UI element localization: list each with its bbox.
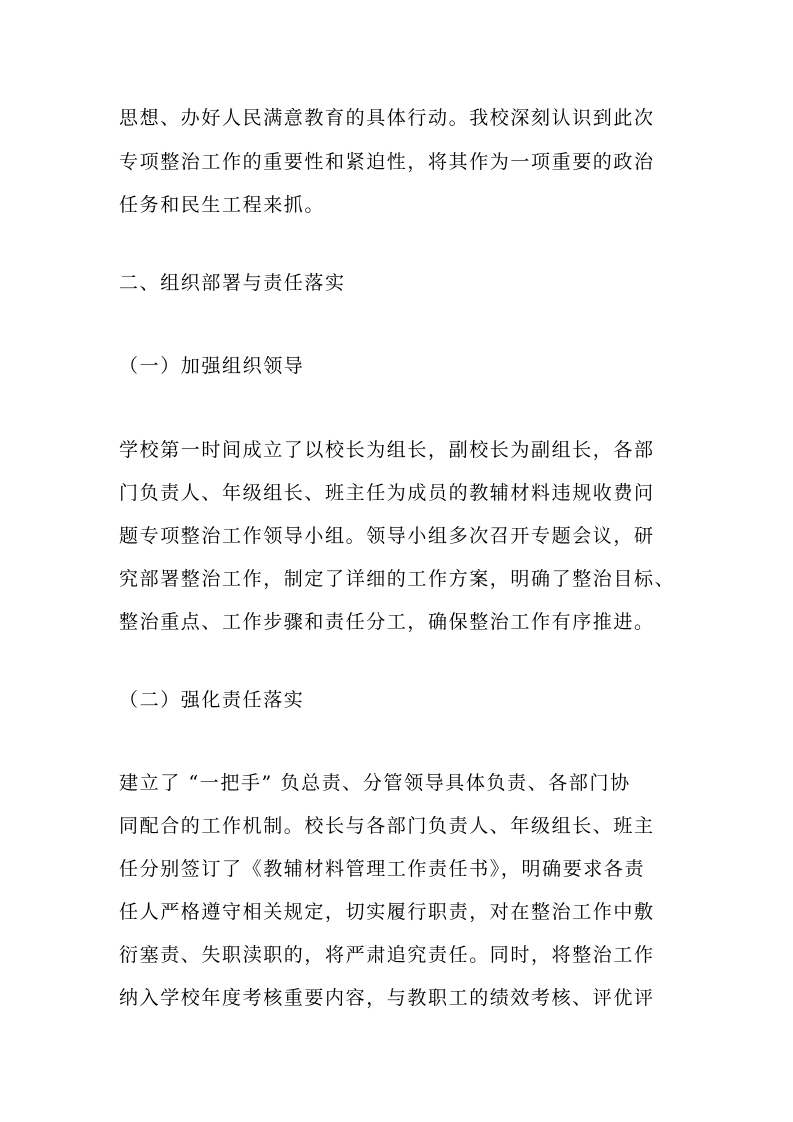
subsection-two-line-1: 建立了 “一把手” 负总责、分管领导具体负责、各部门协 <box>119 772 631 794</box>
subsection-one-line-5: 整治重点、工作步骤和责任分工，确保整治工作有序推进。 <box>119 611 655 633</box>
subsection-one-line-4: 究部署整治工作，制定了详细的工作方案，明确了整治目标、 <box>119 568 676 590</box>
intro-line-3: 任务和民生工程来抓。 <box>119 194 326 216</box>
subsection-two-line-4: 任人严格遵守相关规定，切实履行职责，对在整治工作中敷 <box>119 901 655 923</box>
subsection-two-line-6: 纳入学校年度考核重要内容，与教职工的绩效考核、评优评 <box>119 987 655 1009</box>
intro-line-2: 专项整治工作的重要性和紧迫性，将其作为一项重要的政治 <box>119 151 655 173</box>
subsection-two-heading: （二）强化责任落实 <box>119 689 305 711</box>
intro-line-1: 思想、办好人民满意教育的具体行动。我校深刻认识到此次 <box>119 107 655 129</box>
subsection-two-line-2: 同配合的工作机制。校长与各部门负责人、年级组长、班主 <box>119 815 655 837</box>
subsection-one-line-1: 学校第一时间成立了以校长为组长，副校长为副组长，各部 <box>119 439 655 461</box>
subsection-one-line-3: 题专项整治工作领导小组。领导小组多次召开专题会议，研 <box>119 525 655 547</box>
subsection-one-line-2: 门负责人、年级组长、班主任为成员的教辅材料违规收费问 <box>119 482 655 504</box>
section-two-heading: 二、组织部署与责任落实 <box>119 272 346 294</box>
subsection-one-heading: （一）加强组织领导 <box>119 355 305 377</box>
subsection-two-line-3: 任分别签订了《教辅材料管理工作责任书》，明确要求各责 <box>119 858 646 880</box>
subsection-two-line-5: 衍塞责、失职渎职的，将严肃追究责任。同时，将整治工作 <box>119 944 655 966</box>
